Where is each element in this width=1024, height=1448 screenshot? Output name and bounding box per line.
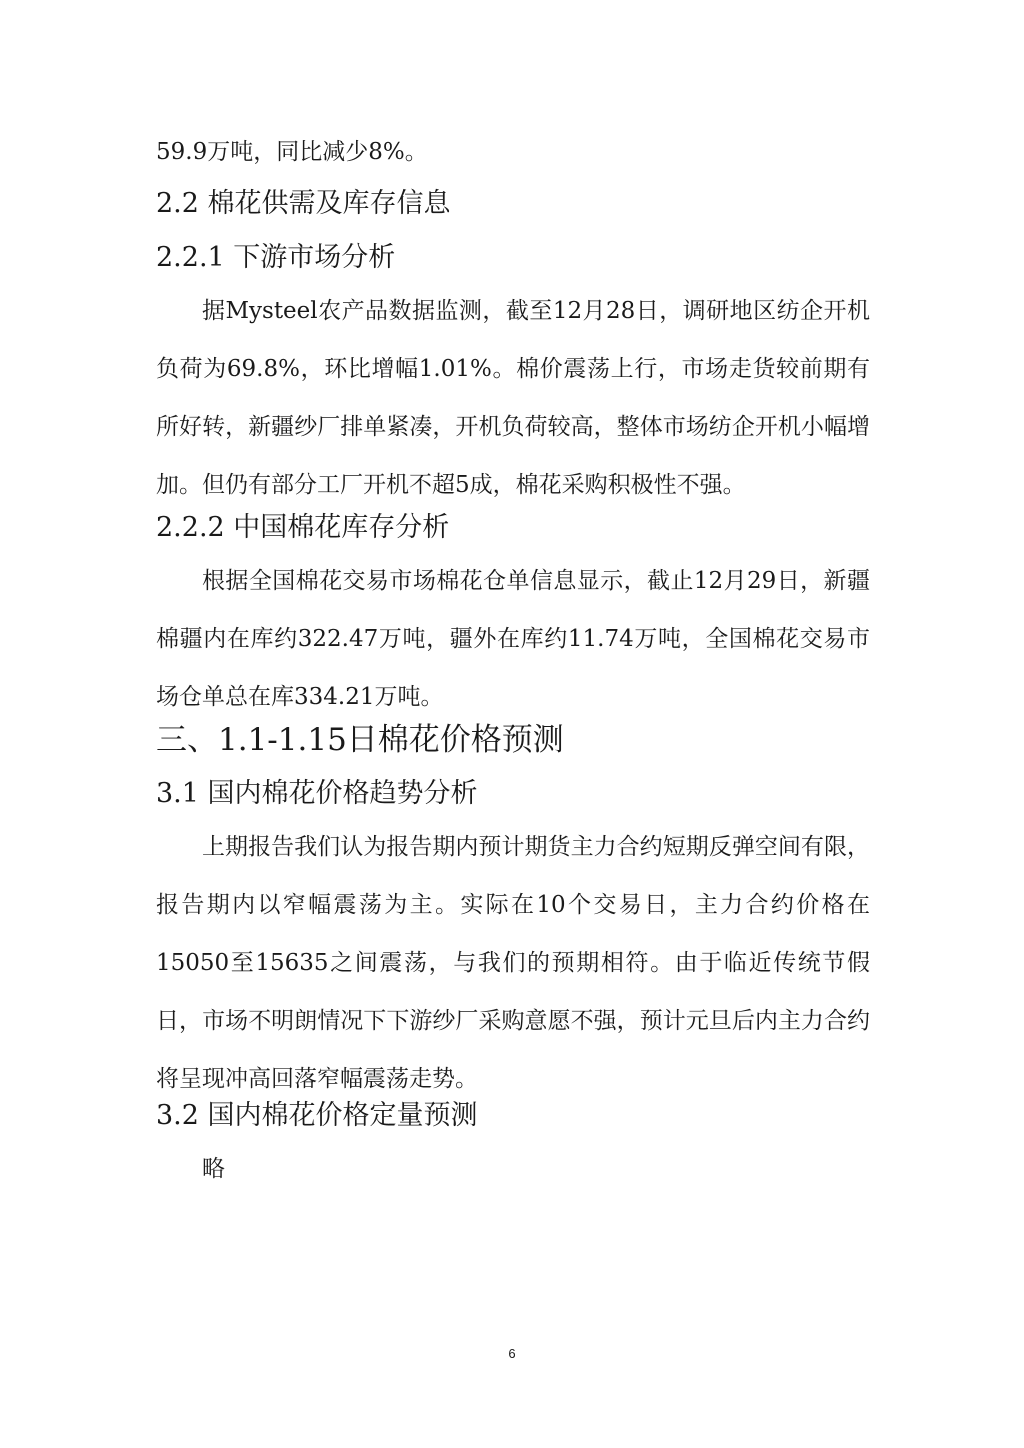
paragraph-price-trend: 上期报告我们认为报告期内预计期货主力合约短期反弹空间有限，报告期内以窄幅震荡为主。实际在10个交易日，主力合约价格在15050至15635之间震荡，与我们的预期相符。由于临近传统节假日，市场不明朗情况下下游纱厂采购意愿不强，预计元旦后内主力合约将呈现冲高回落窄幅震荡走势。 <box>156 834 870 1092</box>
paragraph-downstream-market: 据Mysteel农产品数据监测，截至12月28日，调研地区纺企开机负荷为69.8%，环比增幅1.01%。棉价震荡上行，市场走货较前期有所好转，新疆纱厂排单紧凑，开机负荷较高，整体市场纺企开机小幅增加。但仍有部分工厂开机不超5成，棉花采购积极性不强。 <box>156 298 870 498</box>
paragraph-cotton-inventory: 根据全国棉花交易市场棉花仓单信息显示，截止12月29日，新疆棉疆内在库约322.47万吨，疆外在库约11.74万吨，全国棉花交易市场仓单总在库334.21万吨。 <box>156 568 870 710</box>
heading-section-3: 三、1.1-1.15日棉花价格预测 <box>156 722 564 758</box>
heading-2-2-1: 2.2.1 下游市场分析 <box>156 242 396 273</box>
heading-3-2: 3.2 国内棉花价格定量预测 <box>156 1100 478 1131</box>
page-number: 6 <box>508 1346 516 1361</box>
heading-3-1: 3.1 国内棉花价格趋势分析 <box>156 778 478 809</box>
heading-2-2: 2.2 棉花供需及库存信息 <box>156 188 451 219</box>
continued-paragraph: 59.9万吨，同比减少8%。 <box>156 139 428 165</box>
heading-2-2-2: 2.2.2 中国棉花库存分析 <box>156 512 450 543</box>
paragraph-quantitative-forecast: 略 <box>202 1156 225 1182</box>
